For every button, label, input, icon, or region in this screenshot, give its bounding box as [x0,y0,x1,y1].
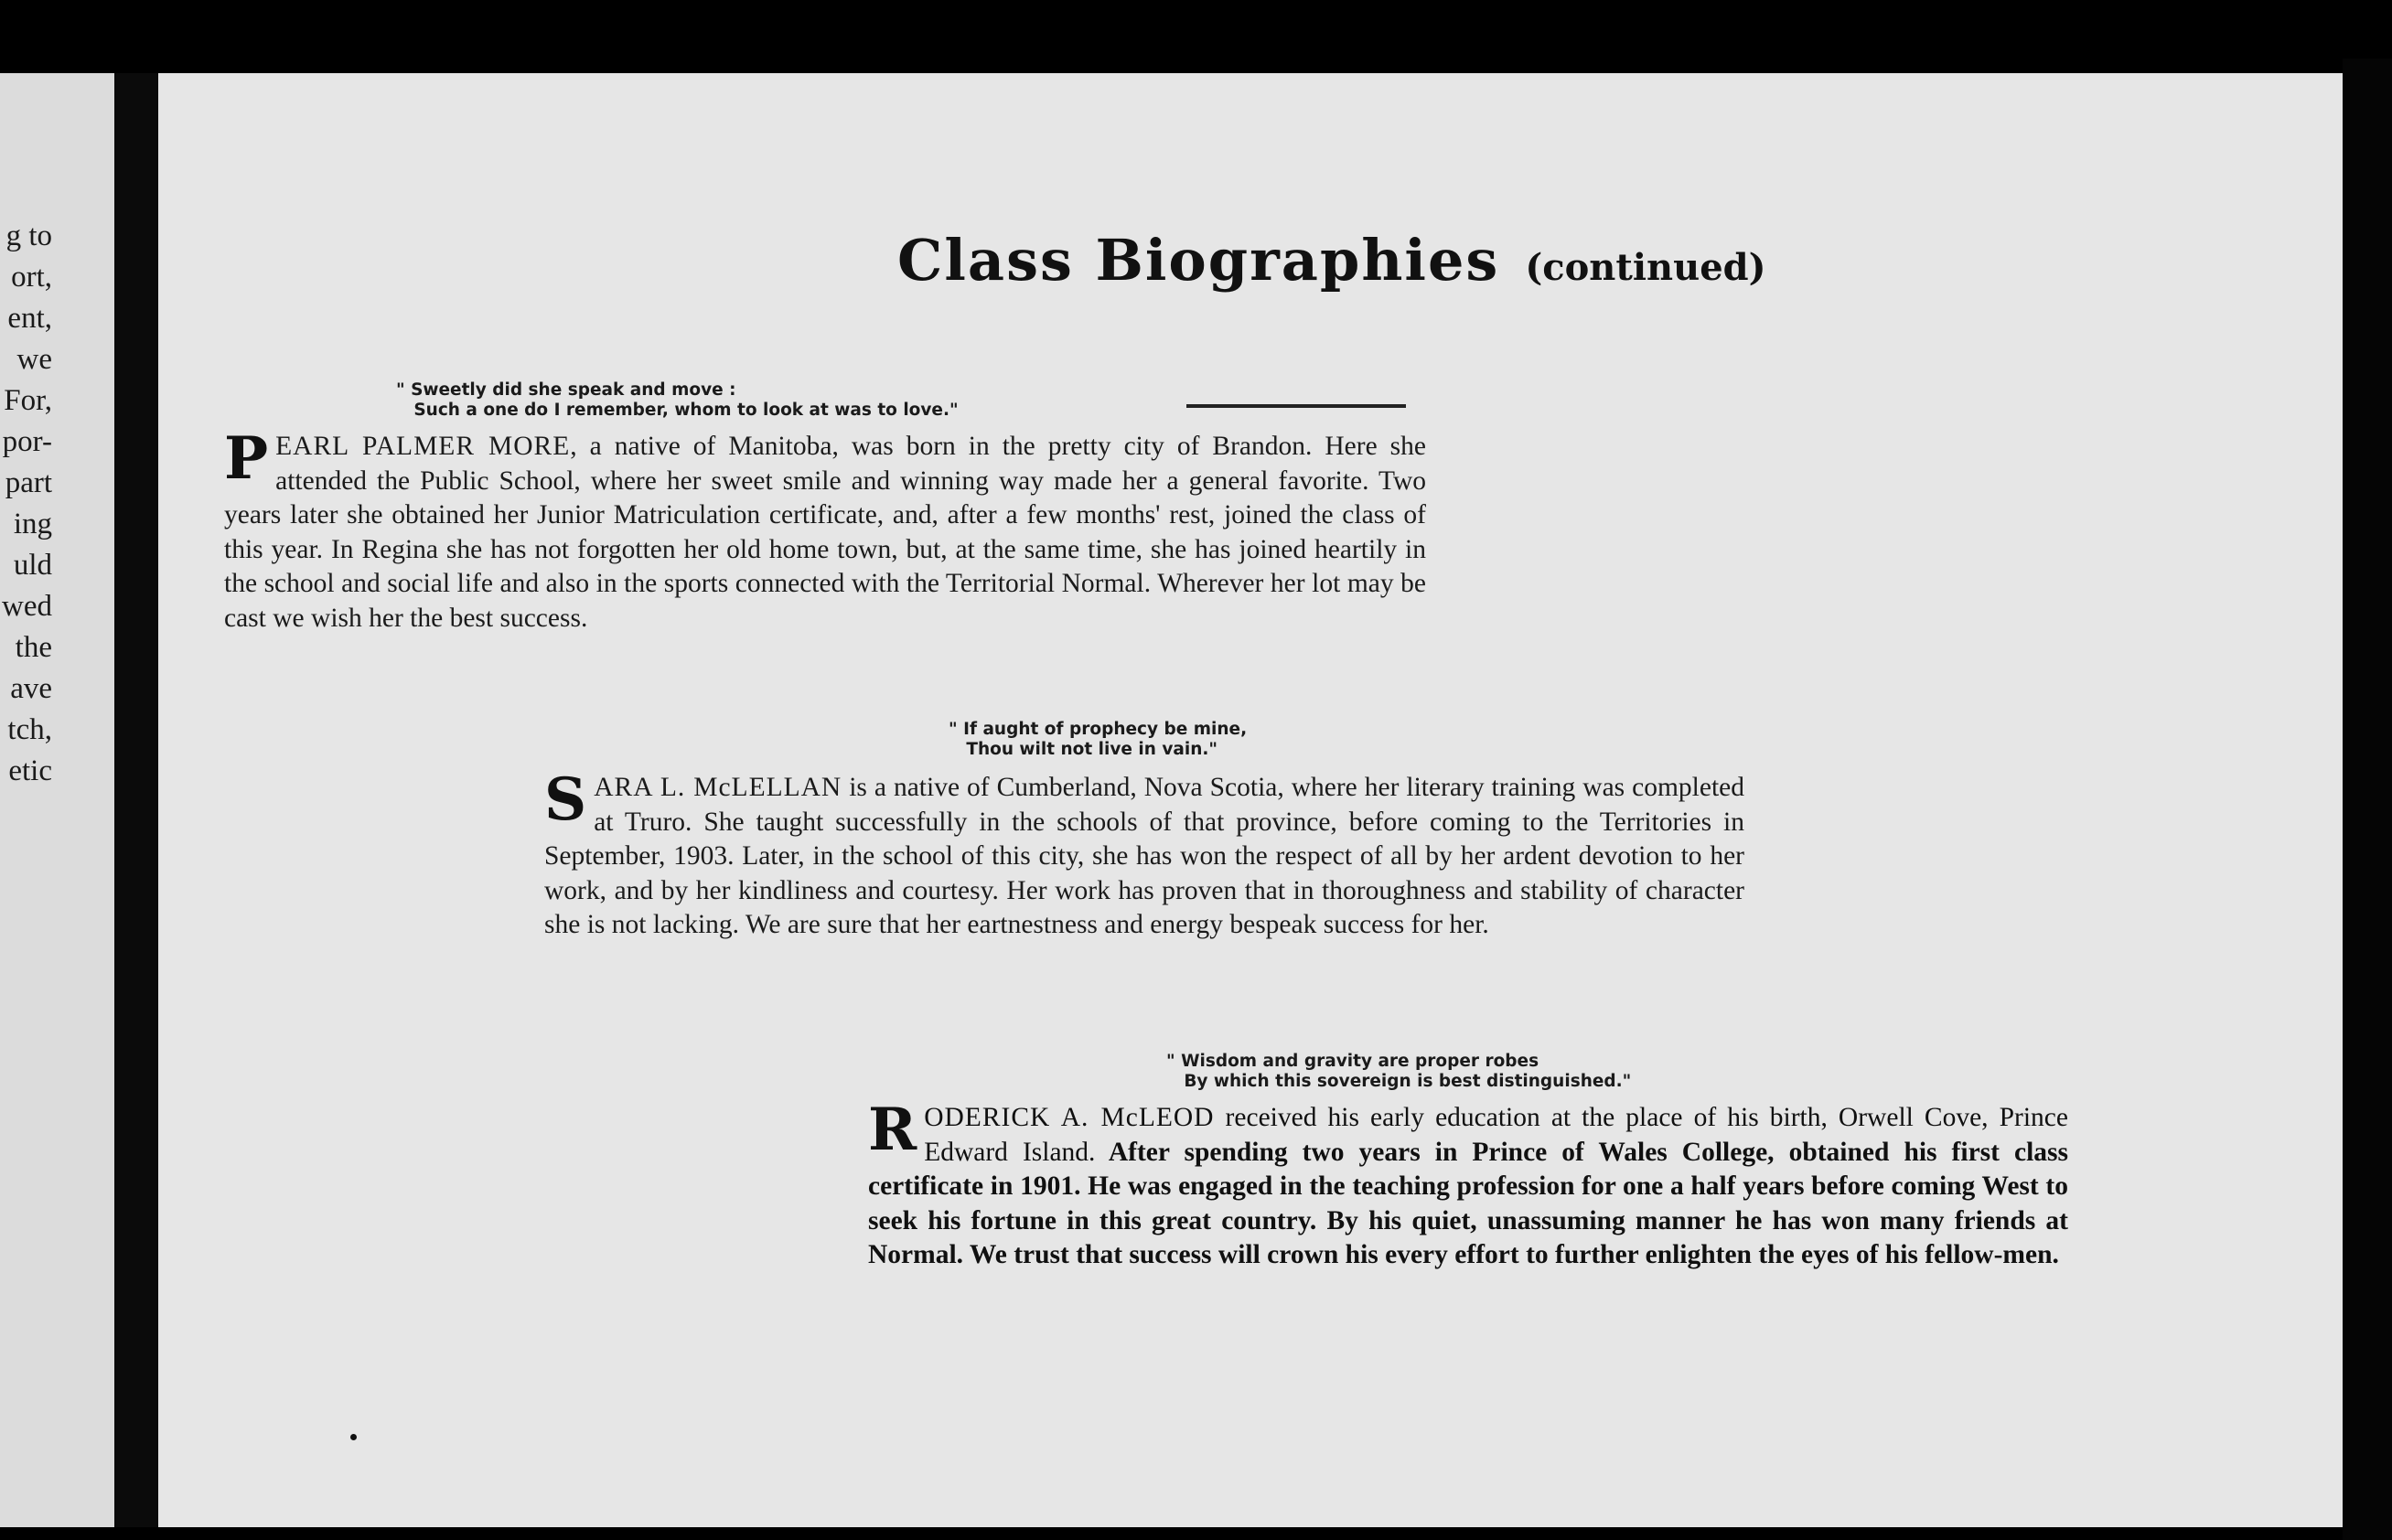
adjacent-page-fragment: g to [5,219,52,252]
epigraph-quote: " Wisdom and gravity are proper robes By which this sovereign is best distinguished." [1166,1052,1632,1091]
epigraph-quote: " If aught of prophecy be mine, Thou wilt not live in vain." [949,720,1248,759]
person-name: EARL PALMER MORE [275,432,571,461]
page-title [897,227,1766,294]
title-continued: (continued) [1525,246,1766,289]
print-speck [350,1434,357,1440]
biography-paragraph [868,1096,2068,1273]
adjacent-page-fragment: ort, [11,261,52,294]
drop-cap: R [868,1096,917,1164]
epigraph-quote: " Sweetly did she speak and move : Such a one do I remember, whom to look at was to love." [396,380,959,420]
biography-text: is a native of Cumberland, Nova Scotia, where her literary training was completed at Truro. She taught successfully in the schools of that province, before coming to the Territories in September, 1903. Later, in the school of this city, she has won the respect of all by her ardent devotion to her work, and by her kindliness and courtesy. Her work has proven that in thoroughness and stability of character she is not lacking. We are sure that her eartnestness and energy bespeak success for her. [544,773,1745,939]
adjacent-page-fragment: tch, [7,713,52,746]
page-edge-shadow [2343,59,2392,1540]
person-name: ODERICK A. McLEOD [924,1103,1215,1132]
adjacent-page-fragment: ing [13,508,52,540]
adjacent-page-fragment: For, [4,384,52,417]
title-main: Class Biographies [897,227,1500,294]
biography-paragraph [544,765,1745,943]
document-page [158,73,2343,1527]
title-rule [1186,404,1406,408]
adjacent-page-fragment: ave [10,672,52,705]
biography-text: After spending two years in Prince of Wales College, obtained his first class certificate in 1901. He was engaged in the teaching profession for one a half years before coming West to seek his fortune in this great country. By his quiet, unassuming manner he has won many friends at Normal. We trust that success will crown his every effort to further enlighten the eyes of his fellow-men. [868,1137,2068,1269]
adjacent-page-fragment: etic [8,754,52,787]
adjacent-page-fragment: por- [2,425,52,458]
biography-text: , a native of Manitoba, was born in the pretty city of Brandon. Here she attended the Public School, where her sweet smile and winning way made her a general favorite. Two years later she obtained her Junior Matriculation certificate, and, after a few months' rest, joined the class of this year. In Regina she has not forgotten her old home town, but, at the same time, she has joined heartily in the school and social life and also in the sports connected with the Territorial Normal. Wherever her lot may be cast we wish her the best success. [224,432,1427,633]
person-name: ARA L. McLELLAN [594,773,842,802]
adjacent-page-left [0,73,114,1527]
adjacent-page-fragment: the [15,631,52,664]
biography-text-lead: received his early education at the place of his birth, Orwell Cove, Prince Edward Island. [924,1103,2068,1167]
adjacent-page-fragment: wed [2,590,52,623]
adjacent-page-fragment: part [5,466,52,499]
book-gutter [114,73,158,1527]
adjacent-page-fragment: uld [13,549,52,582]
drop-cap: P [224,424,269,493]
biography-paragraph [224,424,1427,636]
drop-cap: S [544,765,587,834]
adjacent-page-fragment: we [16,343,52,376]
adjacent-page-fragment: ent, [7,302,52,335]
